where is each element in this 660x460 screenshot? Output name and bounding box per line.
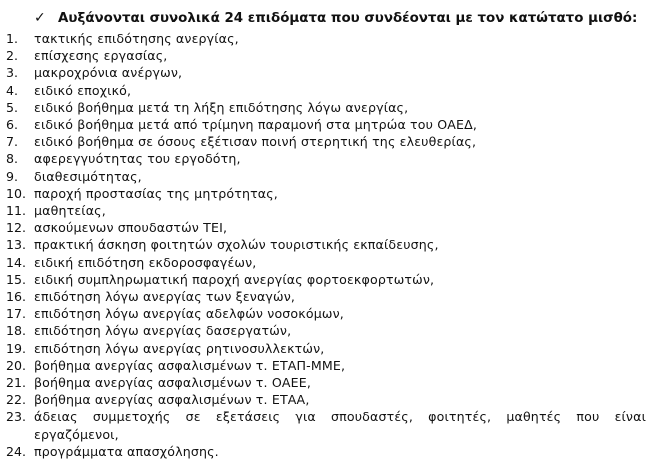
item-text: ειδικό εποχικό, [34,82,132,98]
list-item [6,357,646,374]
list-item [6,116,646,133]
item-number: 9. [6,168,19,184]
list-item [6,168,646,185]
item-text: πρακτική άσκηση φοιτητών σχολών τουριστικής εκπαίδευσης, [34,237,439,253]
item-number: 12. [6,220,27,236]
list-item [6,271,646,288]
list-item [6,236,646,253]
item-number: 10. [6,185,27,201]
item-text: βοήθημα ανεργίας ασφαλισμένων τ. ΕΤΑΠ-ΜΜΕ, [34,357,346,373]
item-text: τακτικής επιδότησης ανεργίας, [34,31,239,46]
item-text: προγράμματα απασχόλησης. [34,443,219,459]
list-item [6,30,646,47]
item-text: επιδότηση λόγω ανεργίας αδελφών νοσοκόμων, [34,306,344,322]
item-text: επιδότηση λόγω ανεργίας ρητινοσυλλεκτών, [34,340,325,356]
item-text: επίσχεσης εργασίας, [34,48,168,64]
item-number: 2. [6,48,19,64]
checkmark-icon: ✓ [34,10,46,26]
item-text: ειδική επιδότηση εκδοροσφαγέων, [34,254,257,270]
list-item [6,443,646,460]
item-number: 19. [6,340,27,356]
item-number: 8. [6,151,19,167]
list-item [6,305,646,322]
list-item [6,391,646,408]
item-text: βοήθημα ανεργίας ασφαλισμένων τ. ΟΑΕΕ, [34,375,312,391]
item-text: επιδότηση λόγω ανεργίας των ξεναγών, [34,289,296,305]
item-text: μακροχρόνια ανέργων, [34,65,183,81]
heading [34,7,654,29]
list-item [6,408,646,442]
item-text: ειδική συμπληρωματική παροχή ανεργίας φορτοεκφορτωτών, [34,271,435,287]
item-text: αφερεγγυότητας του εργοδότη, [34,151,241,167]
item-number: 15. [6,271,27,287]
item-text: ειδικό βοήθημα σε όσους εξέτισαν ποινή στερητική της ελευθερίας, [34,134,477,150]
item-text: μαθητείας, [34,203,106,219]
item-text: ασκούμενων σπουδαστών ΤΕΙ, [34,220,228,236]
item-text: άδειας συμμετοχής σε εξετάσεις για σπουδαστές, φοιτητές, μαθητές που είναι εργαζόμενοι, [34,409,646,442]
item-number: 23. [6,409,27,425]
item-text: ειδικό βοήθημα μετά τη λήξη επιδότησης λόγω ανεργίας, [34,99,409,115]
item-text: παροχή προστασίας της μητρότητας, [34,185,278,201]
item-text: ειδικό βοήθημα μετά από τρίμηνη παραμονή στα μητρώα του ΟΑΕΔ, [34,117,478,133]
list-item [6,47,646,64]
item-number: 11. [6,203,27,219]
list-item [6,150,646,167]
item-number: 3. [6,65,19,81]
item-number: 21. [6,375,27,391]
list-item [6,322,646,339]
allowances-list [6,30,646,460]
item-number: 20. [6,357,27,373]
item-number: 18. [6,323,27,339]
item-number: 13. [6,237,27,253]
list-item [6,82,646,99]
list-item [6,64,646,81]
item-number: 7. [6,134,19,150]
list-item [6,219,646,236]
item-number: 14. [6,254,27,270]
item-number: 24. [6,443,27,459]
list-item [6,340,646,357]
list-item [6,374,646,391]
heading-text: Αυξάνονται συνολικά 24 επιδόματα που συνδέονται με τον κατώτατο μισθό: [58,11,638,26]
list-item [6,99,646,116]
item-text: βοήθημα ανεργίας ασφαλισμένων τ. ΕΤΑΑ, [34,392,310,408]
item-text: επιδότηση λόγω ανεργίας δασεργατών, [34,323,292,339]
item-text: διαθεσιμότητας, [34,168,142,184]
item-number: 1. [6,31,19,46]
item-number: 6. [6,117,19,133]
item-number: 17. [6,306,27,322]
list-item [6,133,646,150]
item-number: 22. [6,392,27,408]
item-number: 5. [6,99,19,115]
item-number: 16. [6,289,27,305]
item-number: 4. [6,82,19,98]
list-item [6,288,646,305]
list-item [6,202,646,219]
list-item [6,254,646,271]
list-item [6,185,646,202]
